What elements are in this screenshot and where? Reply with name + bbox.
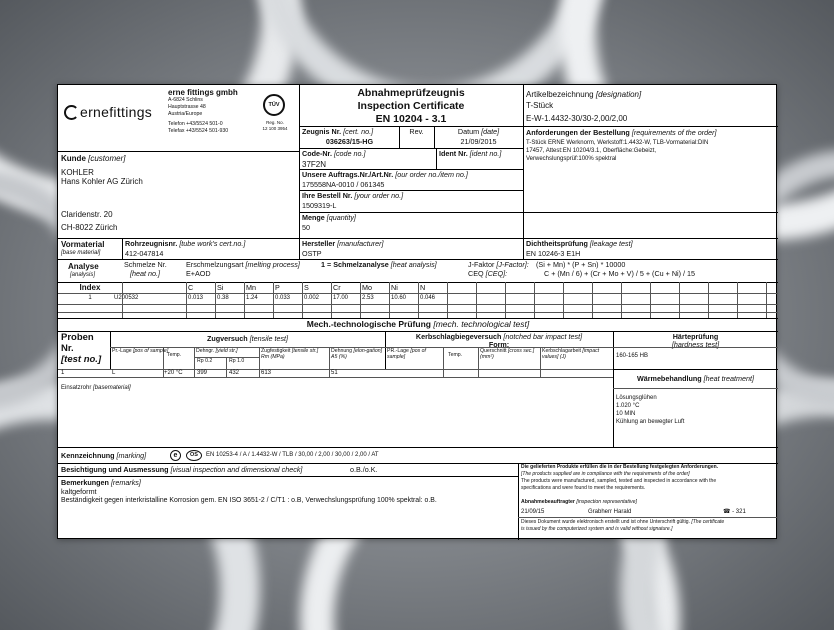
- ceq-formula: C + (Mn / 6) + (Cr + Mo + V) / 5 + (Cu + Ni) / 15: [544, 269, 695, 278]
- customer-city: CH-8022 Zürich: [61, 223, 118, 232]
- conformity-de: Die gelieferten Produkte erfüllen die in der Bestellung festgelegten Anforderungen.: [521, 464, 719, 470]
- chem-value-si: 0.38: [217, 295, 229, 301]
- chem-value-c: 0.013: [188, 295, 204, 301]
- designation-label: Artikelbezeichnung [designation]: [526, 90, 642, 99]
- chem-value-mo: 2.53: [362, 295, 374, 301]
- inspection-rep-date: 21/09/15: [521, 509, 545, 515]
- jfactor-label: J-Faktor [J-Factor]:: [468, 260, 529, 269]
- base-note: Einsatzrohr [basematerial]: [61, 385, 131, 391]
- tuv-seal-icon: TÜV: [263, 94, 285, 116]
- inspection-rep-name: Grabherr Harald: [588, 509, 632, 515]
- col-sample-pos: Pr.-Lage [pos of sample]: [112, 348, 169, 354]
- code-value: 37F2N: [302, 160, 327, 169]
- inspection-certificate: [57, 84, 777, 539]
- base-material-label-en: [base material]: [61, 250, 101, 256]
- electronic-note: Dieses Dokument wurde elektronisch erstellt und ist ohne Unterschrift gültig. [The certificate: [521, 519, 725, 525]
- manufacturer-label: Hersteller [manufacturer]: [302, 239, 384, 248]
- chem-header-p: P: [275, 283, 280, 292]
- marking-logo-e-icon: e: [170, 450, 181, 461]
- melting-process-value: E+AOD: [186, 269, 211, 278]
- logo-e-icon: [64, 105, 79, 120]
- chem-header-cr: Cr: [333, 283, 341, 292]
- manufacturer-value: OSTP: [302, 249, 322, 258]
- chem-value-p: 0.033: [275, 295, 291, 301]
- remarks-line-2: Beständigkeit gegen interkristalline Korrosion gem. EN ISO 3651-2 / C/T1 : o.B, Verwechslungsprüfung 100% spektral: o.B.: [61, 497, 437, 504]
- heat-treatment-4: Kühlung an bewegter Luft: [616, 419, 685, 425]
- reg-label: Reg. No.: [266, 120, 284, 125]
- designation-code: E-W-1.4432-30/30-2,00/2,00: [526, 114, 628, 123]
- samples-label: Proben: [61, 332, 94, 343]
- your-order-value: 1509319-L: [302, 201, 337, 210]
- tube-cert-value: 412-047814: [125, 249, 164, 258]
- remarks-line-1: kaltgeformt: [61, 487, 97, 496]
- company-address-2: Hauptstrasse 48: [168, 104, 206, 110]
- heat-no-label-en: [heat no.]: [130, 269, 160, 278]
- heat-treatment-label: Wärmebehandlung [heat treatment]: [636, 374, 755, 383]
- col-rp10: Rp 1.0: [229, 358, 245, 364]
- heat-treatment-3: 10 MIN: [616, 411, 636, 417]
- analysis-label-en: [analysis]: [70, 272, 96, 278]
- chem-header-si: Si: [217, 283, 224, 292]
- cert-date: 21/09/2015: [460, 137, 497, 146]
- requirements-line-1: T-Stück ERNE Werknorm, Werkstoff:1.4432-W, TLB-Vormaterial:DIN: [526, 140, 709, 146]
- chem-header-c: C: [188, 283, 194, 292]
- company-logo: ernefittings: [64, 104, 152, 120]
- impact-test-label: Kerbschlagbiegeversuch [notched bar impact test]: [415, 332, 583, 341]
- chem-value-s: 0.002: [304, 295, 320, 301]
- inspection-rep-label: Abnahmebeauftragter [inspection representative]: [521, 499, 637, 505]
- heat-treatment-2: 1.020 °C: [616, 403, 640, 409]
- leakage-test-label: Dichtheitsprüfung [leakage test]: [526, 239, 633, 248]
- title-line-1: Abnahmeprüfzeugnis: [357, 87, 465, 99]
- chem-header-s: S: [304, 283, 309, 292]
- rev-label: Rev.: [409, 127, 424, 136]
- tube-cert-label: Rohrzeugnisnr. [tube work's cert.no.]: [125, 239, 246, 248]
- hardness-label-en: [hardness test]: [671, 340, 720, 349]
- inspection-label: Besichtigung und Ausmessung [visual inspection and dimensional check]: [61, 465, 303, 474]
- mech-row-rp02: 399: [197, 370, 208, 376]
- jfactor-formula: (Si + Mn) * (P + Sn) * 10000: [536, 260, 626, 269]
- base-material-label: Vormaterial: [61, 240, 105, 249]
- heat-analysis-label: 1 = Schmelzanalyse [heat analysis]: [321, 260, 437, 269]
- heat-treatment-1: Lösungsglühen: [616, 395, 657, 401]
- company-fax: Telefax +43/5524 501-930: [168, 128, 229, 134]
- melting-process-label: Erschmelzungsart [melting process]: [186, 260, 300, 269]
- company-address-1: A-6824 Schlins: [168, 97, 203, 103]
- order-value: 175558NA-0010 / 061345: [302, 180, 385, 189]
- remarks-label: Bemerkungen [remarks]: [61, 478, 141, 487]
- cert-no-label: Zeugnis Nr. [cert. no.]: [302, 127, 374, 136]
- order-label: Unsere Auftrags.Nr./Art.Nr. [our order no./item no.]: [302, 170, 468, 179]
- reg-number: 12 100 3954: [262, 126, 288, 131]
- marking-logo-os-icon: OS: [186, 450, 202, 461]
- col-yield: Dehngr. [yield str.]: [196, 348, 238, 354]
- col-tensile: Zugfestigkeit [tensile str.] Rm (MPa): [261, 348, 319, 360]
- analysis-label: Analyse: [68, 262, 99, 271]
- chem-value-mn: 1.24: [246, 295, 258, 301]
- requirements-line-3: Verwechslungsprüf:100% spektral: [526, 156, 617, 162]
- inspection-value: o.B./o.K.: [350, 465, 378, 474]
- col-temp: Temp.: [167, 352, 182, 358]
- chem-value-n: 0.046: [420, 295, 436, 301]
- title-line-3: EN 10204 - 3.1: [375, 113, 447, 125]
- ceq-label: CEQ [CEQ]:: [468, 269, 508, 278]
- mech-title: Mech.-technologische Prüfung [mech. technological test]: [306, 319, 530, 329]
- chem-value-cr: 17.00: [333, 295, 349, 301]
- quantity-label: Menge [quantity]: [302, 213, 356, 222]
- customer-name-2: Hans Kohler AG Zürich: [61, 177, 143, 186]
- ident-label: Ident Nr. [ident no.]: [439, 149, 502, 158]
- mech-row-pos: L: [112, 370, 116, 376]
- conformity-en-3: specifications and were found to meet the requirements.: [521, 485, 646, 491]
- your-order-label: Ihre Bestell Nr. [your order no.]: [302, 191, 404, 200]
- chem-header-mo: Mo: [362, 283, 372, 292]
- heat-no-label: Schmelze Nr.: [124, 260, 167, 269]
- customer-street: Claridenstr. 20: [61, 210, 113, 219]
- date-label: Datum [date]: [457, 127, 500, 136]
- designation-type: T-Stück: [526, 101, 554, 110]
- chem-value-ni: 10.60: [391, 295, 407, 301]
- hardness-value: 160-165 HB: [616, 353, 649, 359]
- electronic-note-en: is issued by the computerized system and is valid without signature.]: [521, 526, 673, 532]
- samples-nr-label: Nr.: [61, 343, 74, 354]
- company-address-3: Austria/Europe: [168, 111, 203, 117]
- marking-value: EN 10253-4 / A / 1.4432-W / TLB / 30,00 / 2,00 / 30,00 / 2,00 / AT: [206, 452, 379, 458]
- mech-row-temp: +20 °C: [164, 370, 183, 376]
- chem-header-ni: Ni: [391, 283, 398, 292]
- mech-row-no: 1: [61, 370, 65, 376]
- analysis-row-index: 1: [88, 295, 92, 301]
- conformity-en-2: The products were manufactured, sampled, tested and inspected in accordance with the: [521, 478, 717, 484]
- col-impact-temp: Temp.: [448, 352, 463, 358]
- quantity-value: 50: [302, 223, 310, 232]
- leakage-test-value: EN 10246-3 E1H: [526, 249, 581, 258]
- customer-name-1: KOHLER: [61, 168, 94, 177]
- cert-no: 036263/15-HG: [325, 137, 374, 146]
- col-cross-section: Querschnitt [cross sec.] (mm²): [480, 348, 535, 360]
- hardness-label: Härteprüfung: [672, 332, 719, 341]
- test-no-label: [test no.]: [61, 354, 102, 365]
- conformity-en: [The products supplied are in compliance with the requirements of the order]: [521, 471, 690, 477]
- requirements-label: Anforderungen der Bestellung [requirements of the order]: [526, 128, 717, 137]
- title-line-2: Inspection Certificate: [357, 100, 465, 112]
- chem-header-n: N: [420, 283, 426, 292]
- code-label: Code-Nr. [code no.]: [302, 149, 366, 158]
- requirements-line-2: 17457, Attest:EN 10204/3.1, Oberfläche:Gebeizt,: [526, 148, 657, 154]
- tensile-test-label: Zugversuch [tensile test]: [206, 334, 289, 343]
- col-rp02: Rp 0.2: [197, 358, 213, 364]
- inspection-rep-stamp: ☎ - 321: [723, 509, 746, 515]
- col-elongation: Dehnung [elon-gation] A5 (%): [331, 348, 383, 360]
- customer-label: Kunde [customer]: [61, 154, 126, 163]
- col-impact-energy: Kerbschlagarbeit [impact values] (J): [542, 348, 600, 360]
- mech-row-rm: 613: [261, 370, 272, 376]
- col-impact-pos: PR.-Lage [pos of sample]: [387, 348, 426, 360]
- chem-header-mn: Mn: [246, 283, 256, 292]
- mech-row-a5: 51: [331, 370, 338, 376]
- analysis-row-heat: U200532: [114, 295, 139, 301]
- index-label: Index: [79, 283, 101, 292]
- marking-label: Kennzeichnung [marking]: [61, 451, 147, 460]
- company-phone: Telefon +43/5524 501-0: [168, 121, 223, 127]
- mech-row-rp10: 432: [229, 370, 240, 376]
- company-name: erne fittings gmbh: [168, 88, 238, 97]
- impact-form-label: Form:: [488, 340, 510, 349]
